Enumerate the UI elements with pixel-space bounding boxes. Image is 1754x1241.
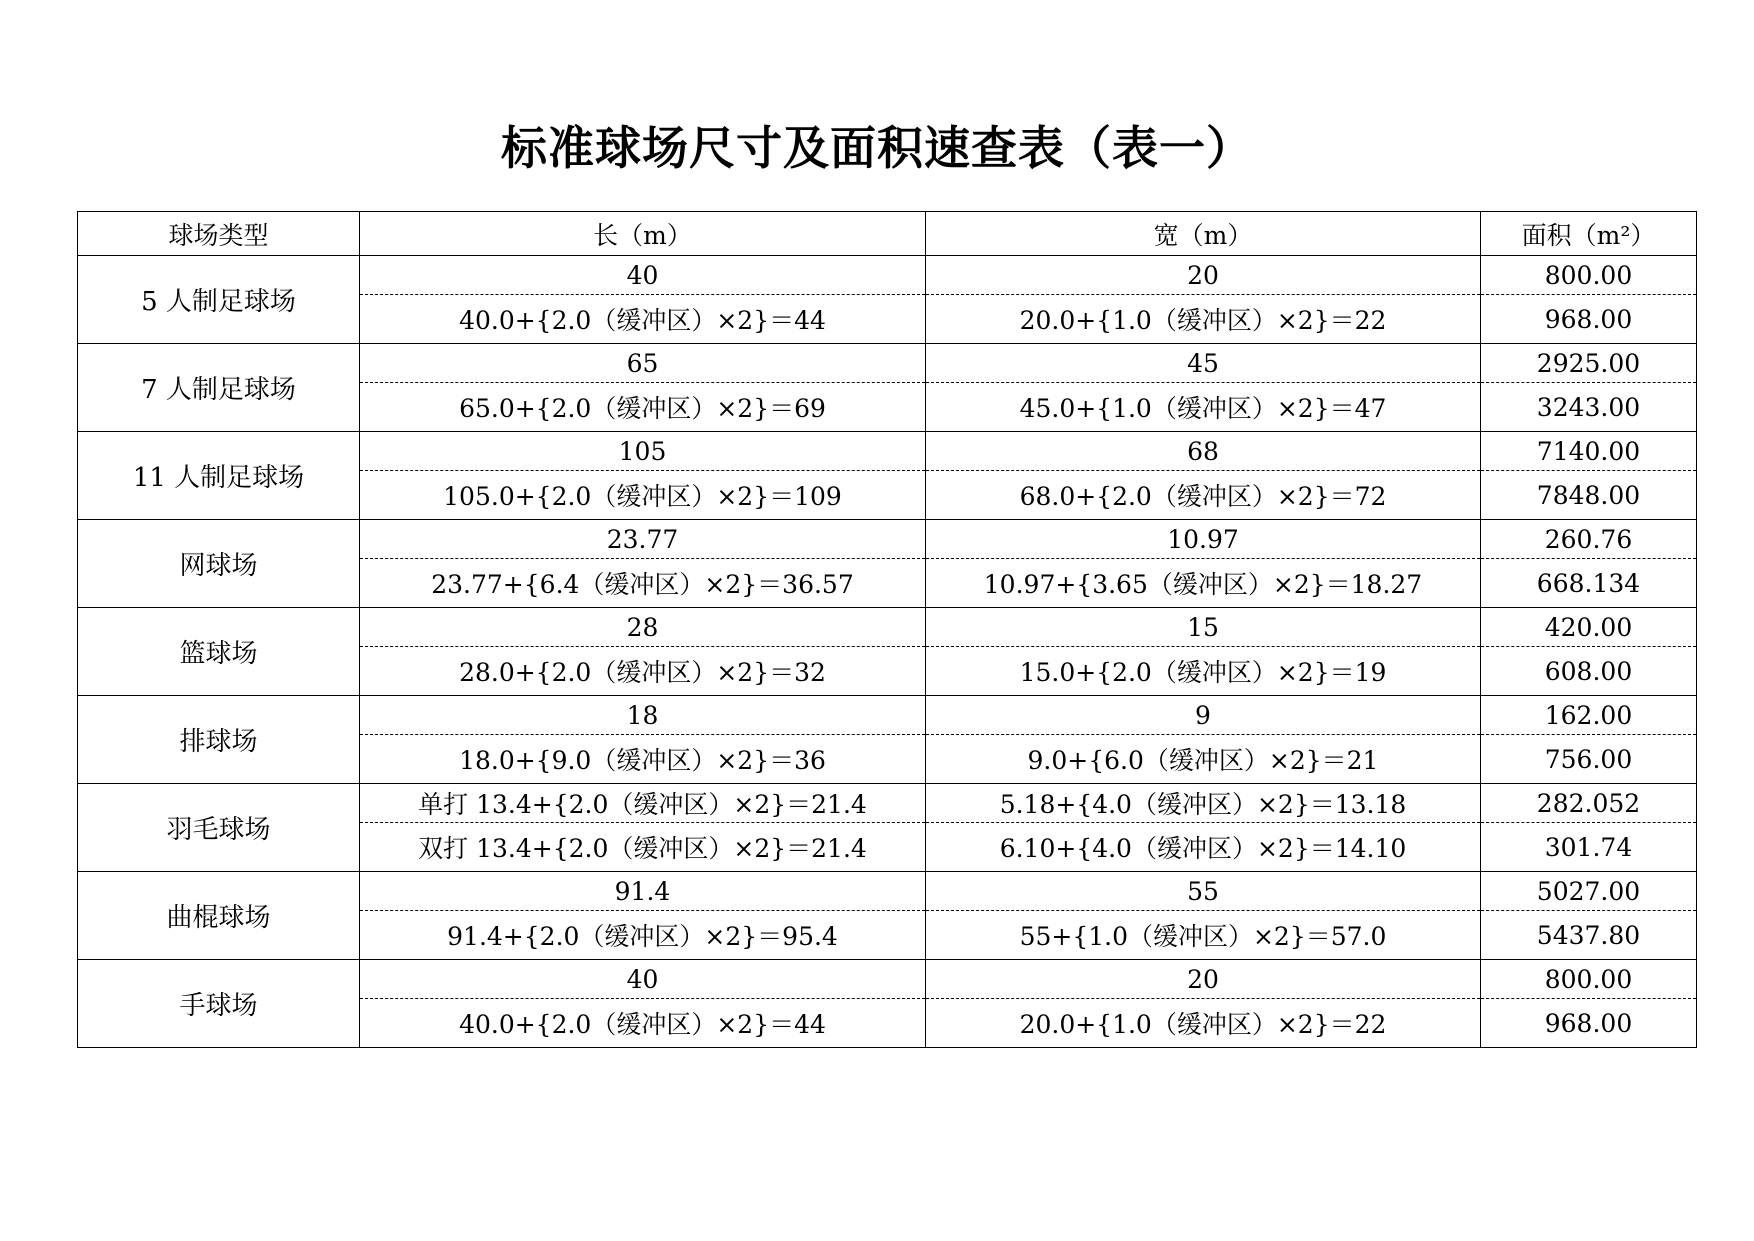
length-cell-buffer: 40.0+{2.0（缓冲区）×2}＝44 [360,999,926,1048]
table-header-row [78,212,1697,256]
header-width: 宽（m） [926,212,1481,256]
width-cell-buffer: 10.97+{3.65（缓冲区）×2}＝18.27 [926,559,1481,608]
length-cell-buffer: 105.0+{2.0（缓冲区）×2}＝109 [360,471,926,520]
table-row [78,520,1697,559]
area-cell: 420.00 [1481,608,1697,647]
width-cell-buffer: 15.0+{2.0（缓冲区）×2}＝19 [926,647,1481,696]
width-cell-buffer: 20.0+{1.0（缓冲区）×2}＝22 [926,295,1481,344]
width-cell: 55 [926,872,1481,911]
width-cell: 20 [926,960,1481,999]
court-type-cell: 羽毛球场 [78,784,360,872]
area-cell: 800.00 [1481,960,1697,999]
width-cell: 10.97 [926,520,1481,559]
length-cell: 28 [360,608,926,647]
length-cell-buffer: 91.4+{2.0（缓冲区）×2}＝95.4 [360,911,926,960]
header-court-type: 球场类型 [78,212,360,256]
area-cell: 800.00 [1481,256,1697,295]
page-title: 标准球场尺寸及面积速查表（表一） [501,121,1253,175]
length-cell-buffer: 40.0+{2.0（缓冲区）×2}＝44 [360,295,926,344]
area-cell-buffer: 301.74 [1481,823,1697,872]
width-cell: 9 [926,696,1481,735]
area-cell-buffer: 3243.00 [1481,383,1697,432]
length-cell-buffer: 18.0+{9.0（缓冲区）×2}＝36 [360,735,926,784]
width-cell-buffer: 68.0+{2.0（缓冲区）×2}＝72 [926,471,1481,520]
area-cell: 260.76 [1481,520,1697,559]
area-cell-buffer: 7848.00 [1481,471,1697,520]
width-cell: 5.18+{4.0（缓冲区）×2}＝13.18 [926,784,1481,823]
table-row [78,960,1697,999]
length-cell: 91.4 [360,872,926,911]
court-type-cell: 11 人制足球场 [78,432,360,520]
court-type-cell: 7 人制足球场 [78,344,360,432]
area-cell: 5027.00 [1481,872,1697,911]
length-cell: 40 [360,256,926,295]
area-cell-buffer: 608.00 [1481,647,1697,696]
length-cell: 65 [360,344,926,383]
table-row [78,872,1697,911]
width-cell: 68 [926,432,1481,471]
table-row [78,256,1697,295]
area-cell-buffer: 968.00 [1481,295,1697,344]
width-cell: 20 [926,256,1481,295]
area-cell-buffer: 968.00 [1481,999,1697,1048]
length-cell: 40 [360,960,926,999]
width-cell-buffer: 6.10+{4.0（缓冲区）×2}＝14.10 [926,823,1481,872]
table-body [78,212,1697,1048]
area-cell-buffer: 756.00 [1481,735,1697,784]
court-type-cell: 5 人制足球场 [78,256,360,344]
width-cell: 45 [926,344,1481,383]
width-cell-buffer: 55+{1.0（缓冲区）×2}＝57.0 [926,911,1481,960]
width-cell-buffer: 20.0+{1.0（缓冲区）×2}＝22 [926,999,1481,1048]
area-cell: 7140.00 [1481,432,1697,471]
area-cell: 162.00 [1481,696,1697,735]
table-row [78,696,1697,735]
length-cell: 23.77 [360,520,926,559]
court-type-cell: 篮球场 [78,608,360,696]
length-cell-buffer: 23.77+{6.4（缓冲区）×2}＝36.57 [360,559,926,608]
table-row [78,784,1697,823]
area-cell-buffer: 5437.80 [1481,911,1697,960]
table-row [78,344,1697,383]
court-type-cell: 曲棍球场 [78,872,360,960]
court-type-cell: 网球场 [78,520,360,608]
court-type-cell: 手球场 [78,960,360,1048]
header-length: 长（m） [360,212,926,256]
width-cell-buffer: 45.0+{1.0（缓冲区）×2}＝47 [926,383,1481,432]
length-cell: 18 [360,696,926,735]
area-cell-buffer: 668.134 [1481,559,1697,608]
court-size-table [77,211,1697,1048]
table-row [78,608,1697,647]
court-type-cell: 排球场 [78,696,360,784]
length-cell-buffer: 65.0+{2.0（缓冲区）×2}＝69 [360,383,926,432]
header-area: 面积（m²） [1481,212,1697,256]
length-cell-buffer: 28.0+{2.0（缓冲区）×2}＝32 [360,647,926,696]
width-cell-buffer: 9.0+{6.0（缓冲区）×2}＝21 [926,735,1481,784]
length-cell: 单打 13.4+{2.0（缓冲区）×2}＝21.4 [360,784,926,823]
table-row [78,432,1697,471]
width-cell: 15 [926,608,1481,647]
length-cell-buffer: 双打 13.4+{2.0（缓冲区）×2}＝21.4 [360,823,926,872]
area-cell: 2925.00 [1481,344,1697,383]
area-cell: 282.052 [1481,784,1697,823]
length-cell: 105 [360,432,926,471]
